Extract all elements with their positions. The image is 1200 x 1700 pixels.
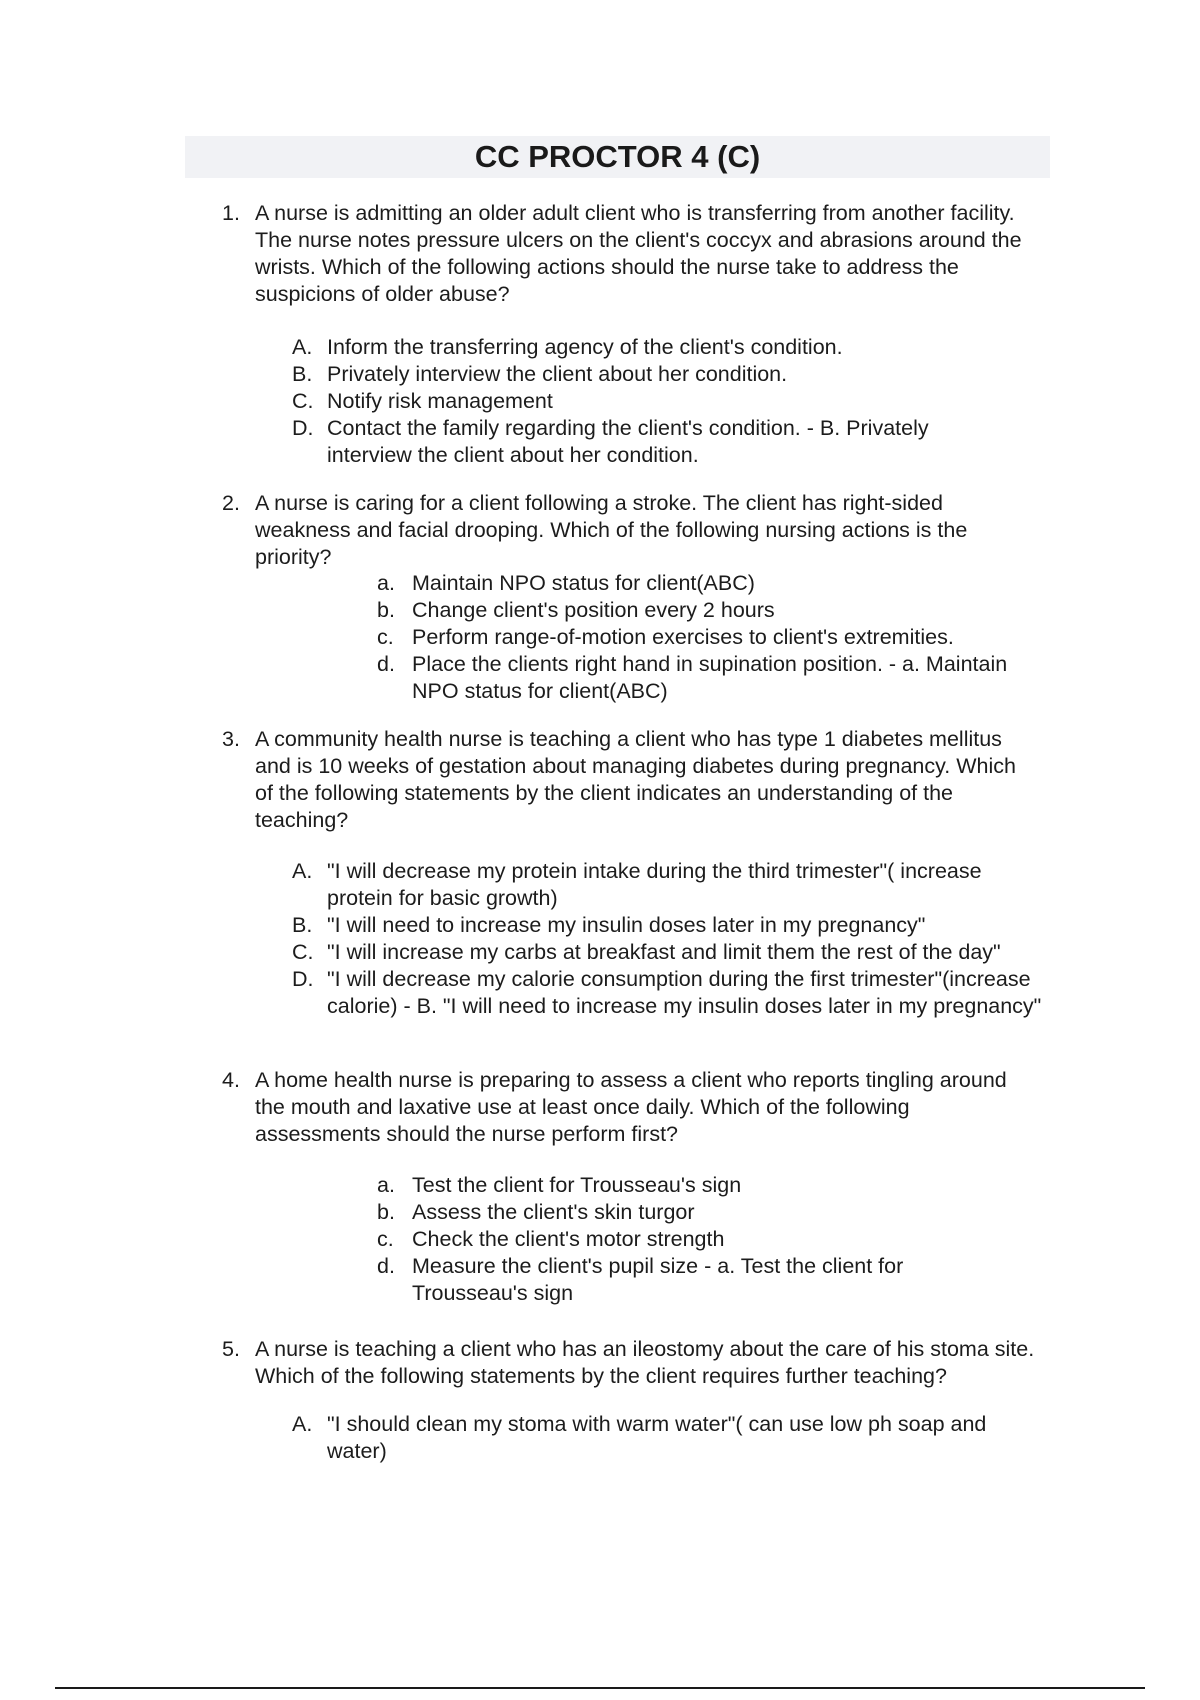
option — [377, 570, 1047, 597]
question-number: 4. — [222, 1068, 240, 1092]
option-text: "I will decrease my calorie consumption during the first trimester"(increase calorie) - B. "I will need to increase my insulin doses later in my pregnancy" — [327, 967, 1042, 1018]
option — [377, 1226, 977, 1253]
options-3 — [292, 858, 1052, 1020]
question-number: 5. — [222, 1337, 240, 1361]
option — [377, 597, 1047, 624]
option-text: "I will decrease my protein intake during the third trimester"( increase protein for basic growth) — [327, 859, 982, 910]
option-letter: C. — [292, 389, 314, 413]
question-number: 2. — [222, 491, 240, 515]
question-number: 3. — [222, 727, 240, 751]
option — [292, 1411, 1032, 1465]
option-letter: a. — [377, 571, 395, 595]
option-letter: b. — [377, 1200, 395, 1224]
option — [377, 1253, 977, 1307]
option-text: "I should clean my stoma with warm water"( can use low ph soap and water) — [327, 1412, 987, 1463]
option-text: Notify risk management — [327, 389, 553, 413]
option-text: Change client's position every 2 hours — [412, 598, 775, 622]
option-letter: B. — [292, 913, 313, 937]
option-text: Place the clients right hand in supination position. - a. Maintain NPO status for client(ABC) — [412, 652, 1008, 703]
question-stem: A nurse is admitting an older adult client who is transferring from another facility. The nurse notes pressure ulcers on the client's coccyx and abrasions around the wrists. Which of the following actions should the nurse take to address the suspicions of older abuse? — [255, 201, 1022, 306]
option-text: Contact the family regarding the client's condition. - B. Privately interview the client about her condition. — [327, 416, 929, 467]
option-letter: c. — [377, 625, 394, 649]
option-letter: A. — [292, 1412, 313, 1436]
options-5 — [292, 1411, 1032, 1465]
option-letter: c. — [377, 1227, 394, 1251]
options-4 — [377, 1172, 977, 1307]
option — [292, 334, 992, 361]
option-text: Test the client for Trousseau's sign — [412, 1173, 742, 1197]
options-2 — [377, 570, 1047, 705]
option-text: "I will need to increase my insulin doses later in my pregnancy" — [327, 913, 926, 937]
option — [377, 1172, 977, 1199]
option-text: Privately interview the client about her condition. — [327, 362, 788, 386]
option-text: Assess the client's skin turgor — [412, 1200, 695, 1224]
option-letter: d. — [377, 1254, 395, 1278]
option-text: Inform the transferring agency of the client's condition. — [327, 335, 843, 359]
question-stem: A home health nurse is preparing to assess a client who reports tingling around the mouth and laxative use at least once daily. Which of the following assessments should the nurse perform first? — [255, 1068, 1007, 1146]
option — [292, 939, 1052, 966]
option — [292, 361, 992, 388]
footer-rule — [55, 1687, 1145, 1689]
option-text: Measure the client's pupil size - a. Test the client for Trousseau's sign — [412, 1254, 904, 1305]
question-stem: A nurse is caring for a client following a stroke. The client has right-sided weakness and facial drooping. Which of the following nursing actions is the priority? — [255, 491, 968, 569]
option — [292, 415, 992, 469]
option-letter: A. — [292, 859, 313, 883]
option — [377, 1199, 977, 1226]
question-number: 1. — [222, 201, 240, 225]
option — [377, 624, 1047, 651]
option-letter: a. — [377, 1173, 395, 1197]
option-letter: d. — [377, 652, 395, 676]
option-letter: b. — [377, 598, 395, 622]
option — [292, 858, 1052, 912]
option — [292, 912, 1052, 939]
option-text: "I will increase my carbs at breakfast and limit them the rest of the day" — [327, 940, 1001, 964]
option — [377, 651, 1047, 705]
option-letter: D. — [292, 967, 314, 991]
question-stem: A community health nurse is teaching a client who has type 1 diabetes mellitus and is 10 weeks of gestation about managing diabetes during pregnancy. Which of the following statements by the client indicates an understanding of the teaching? — [255, 727, 1016, 832]
option-letter: A. — [292, 335, 313, 359]
document-title: CC PROCTOR 4 (C) — [474, 139, 761, 174]
option-letter: B. — [292, 362, 313, 386]
option-text: Check the client's motor strength — [412, 1227, 725, 1251]
option-letter: C. — [292, 940, 314, 964]
option-letter: D. — [292, 416, 314, 440]
option-text: Perform range-of-motion exercises to client's extremities. — [412, 625, 954, 649]
option — [292, 966, 1052, 1020]
option-text: Maintain NPO status for client(ABC) — [412, 571, 755, 595]
question-stem: A nurse is teaching a client who has an ileostomy about the care of his stoma site. Which of the following statements by the client requires further teaching? — [255, 1337, 1035, 1388]
option — [292, 388, 992, 415]
options-1 — [292, 334, 992, 469]
